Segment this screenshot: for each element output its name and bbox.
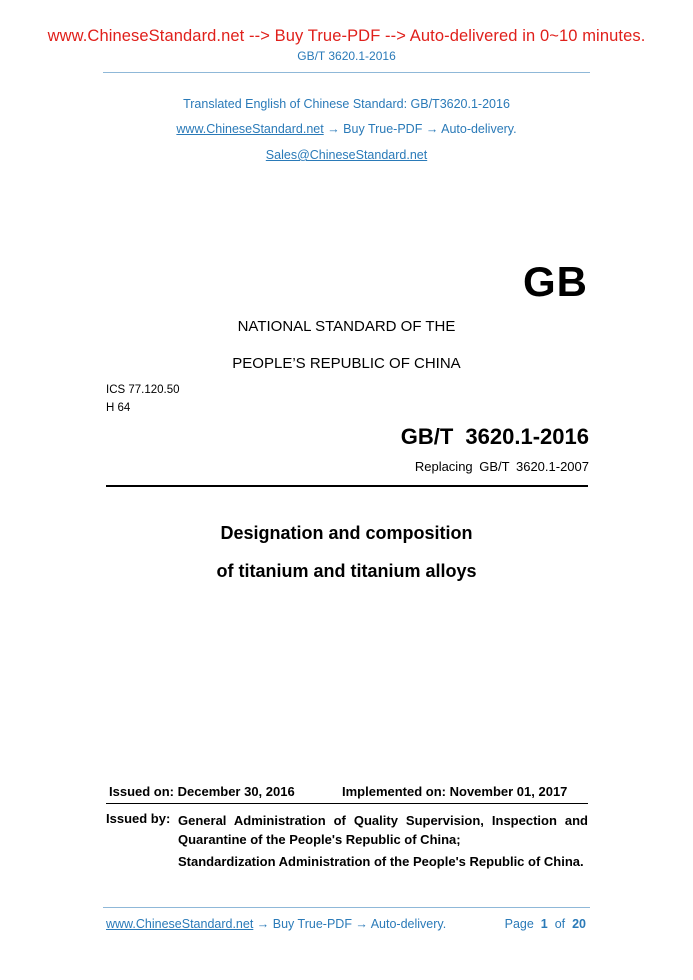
- ics-code: ICS 77.120.50: [106, 384, 180, 396]
- document-title-line2: of titanium and titanium alloys: [216, 561, 477, 581]
- sales-email-link[interactable]: Sales@ChineseStandard.net: [265, 148, 428, 162]
- header-divider: [103, 72, 590, 73]
- footer-site-link[interactable]: www.ChineseStandard.net: [106, 917, 254, 931]
- footer-divider: [103, 907, 590, 908]
- page-of: of: [554, 917, 566, 931]
- site-link[interactable]: www.ChineseStandard.net: [176, 122, 324, 136]
- standard-number: GB/T 3620.1-2016: [400, 424, 589, 449]
- page-current: 1: [540, 917, 548, 931]
- buy-link-line: [0, 122, 693, 136]
- dates-divider: [106, 803, 588, 804]
- top-banner[interactable]: www.ChineseStandard.net --> Buy True-PDF --> Auto-delivered in 0~10 minutes.: [47, 27, 646, 45]
- issued-on-date: Issued on: December 30, 2016: [109, 784, 295, 799]
- implemented-on-date: Implemented on: November 01, 2017: [342, 784, 568, 799]
- issued-by-label: Issued by:: [106, 811, 171, 826]
- title-divider: [106, 485, 588, 487]
- translation-notice: Translated English of Chinese Standard: GB/T3620.1-2016: [183, 97, 510, 111]
- document-title-line1: Designation and composition: [220, 523, 473, 543]
- gb-logo-mark: GB: [523, 258, 588, 305]
- footer-buy-line: [106, 917, 446, 931]
- issuer-sac: Standardization Administration of the People's Republic of China.: [178, 854, 584, 869]
- page-label: Page: [504, 917, 534, 931]
- page-indicator: [505, 917, 586, 931]
- issuer-aqsiq: General Administration of Quality Supervision, Inspection and Quarantine of the People's Republic of China;: [178, 813, 588, 847]
- national-standard-line1: NATIONAL STANDARD OF THE: [237, 318, 456, 335]
- page-total: 20: [572, 917, 586, 931]
- national-standard-line2: PEOPLE’S REPUBLIC OF CHINA: [232, 355, 461, 372]
- replacing-standard: Replacing GB/T 3620.1-2007: [414, 459, 589, 474]
- ccs-code: H 64: [106, 402, 131, 414]
- footer-buy-text[interactable]: → Buy True-PDF → Auto-delivery.: [256, 917, 447, 931]
- buy-text[interactable]: → Buy True-PDF → Auto-delivery.: [327, 122, 517, 136]
- header-standard-code: GB/T 3620.1-2016: [297, 49, 396, 63]
